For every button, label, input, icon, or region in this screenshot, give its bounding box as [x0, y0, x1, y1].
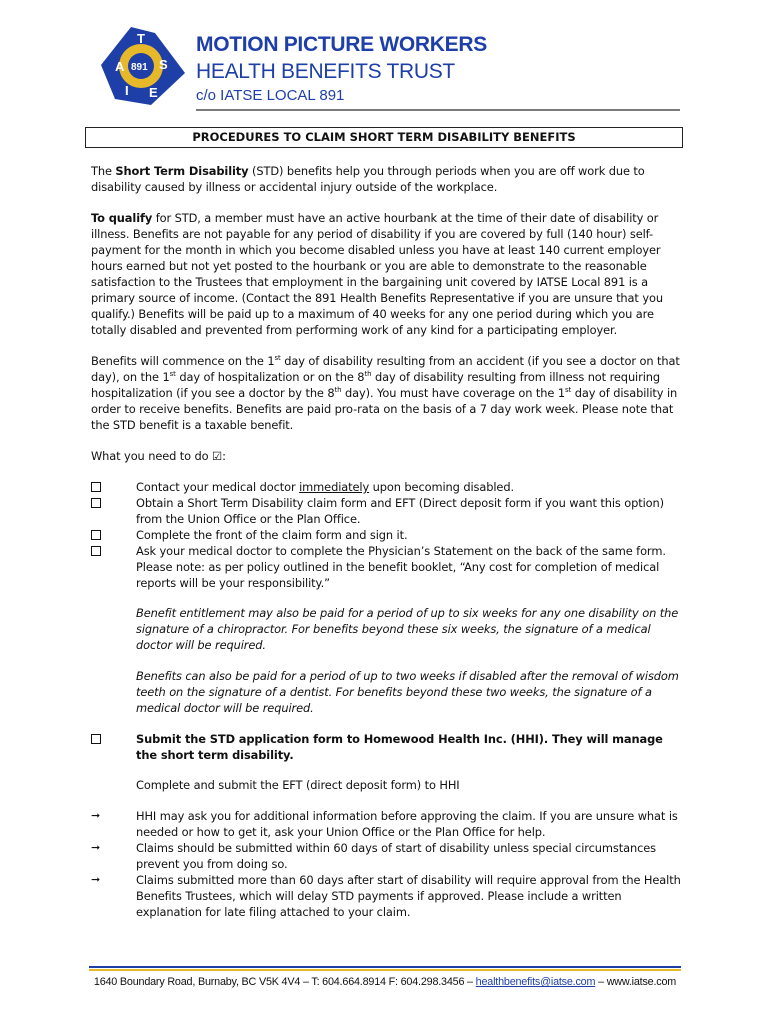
iatse-logo: [93, 25, 191, 107]
arrow-right-icon: ➞: [91, 873, 101, 886]
logo-letter-a: A: [115, 59, 125, 74]
arrow-right-icon: ➞: [91, 841, 101, 854]
list-item: Submit the STD application form to Homewood Health Inc. (HHI). They will manage the short term disability.: [91, 731, 683, 763]
list-item: ➞ Claims should be submitted within 60 days of start of disability unless special circumstances prevent you from doing so.: [91, 841, 656, 871]
list-item: Contact your medical doctor immediately upon becoming disabled.: [91, 479, 683, 495]
checkbox-icon: [91, 734, 101, 744]
list-item: ➞ HHI may ask you for additional information before approving the claim. If you are unsure what is needed or how to get it, ask your Union Office or the Plan Office for help.: [91, 809, 678, 839]
org-name-line2: HEALTH BENEFITS TRUST: [196, 60, 455, 83]
logo-letter-i: I: [125, 83, 129, 98]
document-title: PROCEDURES TO CLAIM SHORT TERM DISABILITY BENEFITS: [85, 127, 683, 148]
checkbox-icon: [91, 498, 101, 508]
todo-label: What you need to do ☑:: [91, 449, 226, 463]
document-body: [91, 163, 683, 934]
footer-contact: 1640 Boundary Road, Burnaby, BC V5K 4V4 – T: 604.664.8914 F: 604.298.3456 – healthbenefits@iatse.com – www.iatse.com: [93, 976, 677, 988]
checkbox-icon: [91, 530, 101, 540]
qualify-paragraph: To qualify for STD, a member must have an active hourbank at the time of their date of disability or illness. Benefits are not payable for any period of disability if you are covered by full (140 hour) self-payment for the month in which you become disabled unless you have at least 140 current employer hours earned but not yet posted to the hourbank or you are able to demonstrate to the reasonable satisfaction to the Trustees that employment in the bargaining unit covered by IATSE Local 891 is a primary source of income. (Contact the 891 Health Benefits Representative if you are unsure that you qualify.) Benefits will be paid up to a maximum of 40 weeks for any one period during which you are totally disabled and prevented from performing work of any kind for a participating employer.: [91, 211, 663, 337]
steps-list: [91, 479, 683, 591]
footer-divider-gold: [89, 969, 681, 971]
org-name-line1: MOTION PICTURE WORKERS: [196, 33, 487, 56]
notes-list: [91, 808, 683, 920]
dentist-note: Benefits can also be paid for a period of up to two weeks if disabled after the removal of wisdom teeth on the signature of a dentist. For benefits beyond these two weeks, the signature of a medical doctor will be required.: [136, 669, 679, 715]
header-divider: [196, 109, 680, 111]
logo-number: 891: [131, 62, 148, 73]
logo-letter-e: E: [149, 85, 158, 100]
list-item: ➞ Claims submitted more than 60 days after start of disability will require approval from the Health Benefits Trustees, which will delay STD payments if approved. Please include a written explanation for late filing attached to your claim.: [91, 873, 681, 919]
submit-list: [91, 731, 683, 763]
logo-letter-s: S: [159, 57, 168, 72]
org-name-line3: c/o IATSE LOCAL 891: [196, 87, 345, 104]
list-item: Obtain a Short Term Disability claim form and EFT (Direct deposit form if you want this option) from the Union Office or the Plan Office.: [91, 495, 683, 527]
eft-instruction: Complete and submit the EFT (direct deposit form) to HHI: [136, 778, 460, 792]
intro-paragraph: The Short Term Disability (STD) benefits help you through periods when you are off work due to disability caused by illness or accidental injury outside of the workplace.: [91, 164, 645, 194]
checkbox-icon: [91, 482, 101, 492]
website-text: www.iatse.com: [606, 976, 677, 988]
logo-letter-t: T: [137, 31, 145, 46]
footer-divider-blue: [89, 966, 681, 968]
email-link[interactable]: healthbenefits@iatse.com: [475, 976, 596, 988]
checkbox-icon: [91, 546, 101, 556]
list-item: Ask your medical doctor to complete the Physician’s Statement on the back of the same form. Please note: as per policy outlined in the benefit booklet, “Any cost for completion of medical reports will be your responsibility.”: [91, 543, 683, 591]
arrow-right-icon: ➞: [91, 809, 101, 822]
list-item: Complete the front of the claim form and sign it.: [91, 527, 683, 543]
chiropractor-note: Benefit entitlement may also be paid for a period of up to six weeks for any one disability on the signature of a chiropractor. For benefits beyond these six weeks, the signature of a medical doctor will be required.: [136, 606, 679, 652]
commencement-paragraph: Benefits will commence on the 1st day of disability resulting from an accident (if you see a doctor on that day), on the 1st day of hospitalization or on the 8th day of disability resulting from illness not requiring hospitalization (if you see a doctor by the 8th day). You must have coverage on the 1st day of disability in order to receive benefits. Benefits are paid pro-rata on the basis of a 7 day work week. Please note that the STD benefit is a taxable benefit.: [91, 354, 680, 432]
